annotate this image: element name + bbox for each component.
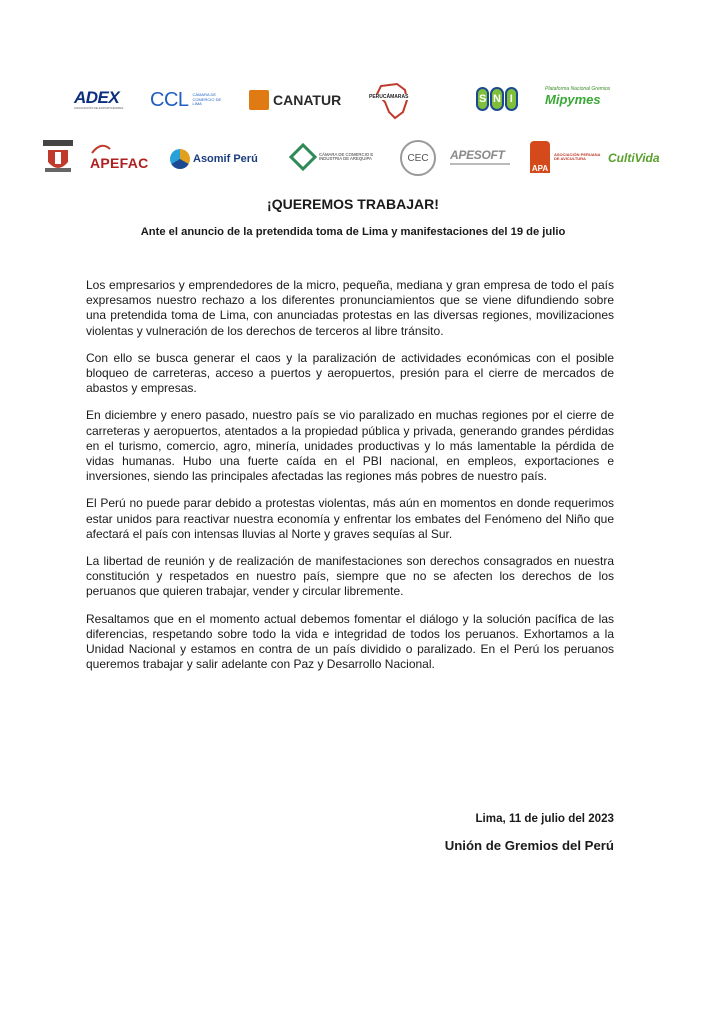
adex-logo-text: ADEX (74, 88, 120, 108)
asomif-logo (170, 146, 280, 172)
perucamaras-logo (367, 82, 419, 120)
apa-logo-text: ASOCIACIÓN PERUANA DE AVICULTURA (554, 151, 601, 161)
body-paragraph: Con ello se busca generar el caos y la paralización de actividades económicas con el posible bloqueo de carreteras, acceso a puertos y aeropuertos, presión para el cierre de mercados de abastos y empresas. (86, 350, 614, 396)
apa-mark: APA (530, 141, 550, 173)
ccl-logo-text: CCL (150, 88, 189, 111)
canatur-logo (249, 88, 345, 112)
sni-letter-n: N (490, 87, 503, 111)
body-paragraph: En diciembre y enero pasado, nuestro país se vio paralizado en muchas regiones por el cierre de carreteras y aeropuertos, atentados a la propiedad pública y privada, generando grandes pérdidas en el turismo, comercio, agro, minería, unidades productivas y lo más lamentable la pérdida de vidas humanas. Hubo una fuerte caída en el PBI nacional, en empleos, exportaciones e inversiones, siendo las principales afectadas las regiones más pobres de nuestro país. (86, 408, 614, 484)
cec-logo (398, 141, 438, 175)
adex-logo (74, 88, 132, 112)
canatur-logo-text: CANATUR (273, 92, 342, 108)
sni-letter-i: I (505, 87, 518, 111)
document-date: Lima, 11 de julio del 2023 (475, 812, 614, 825)
body-paragraph: El Perú no puede parar debido a protestas violentas, más aún en momentos en donde requerimos estar unidos para reactivar nuestra economía y enfrentar los embates del Fenómeno del Niño que afectará el país con intensas lluvias al Norte y graves sequías al Sur. (86, 496, 614, 541)
peru-map-icon (367, 82, 419, 120)
apesoft-underline-icon (450, 162, 510, 166)
apefac-swoosh-icon (90, 143, 112, 155)
camara-arequipa-logo (289, 142, 391, 172)
sni-letter-s: S (476, 87, 489, 111)
camara-arequipa-logo-text: CÁMARA DE COMERCIO E INDUSTRIA DE AREQUIPA (319, 151, 374, 161)
sni-logo (476, 88, 518, 110)
mipymes-logo-prefix: Plataforma Nacional Gremios (545, 86, 611, 92)
body-paragraph: Resaltamos que en el momento actual debemos fomentar el diálogo y la solución pacífica de las diferencias, respetando sobre todo la vida e integridad de todos los peruanos. Exhortamos a la Unidad Nacional y estamos en contra de un país dividido o paralizado. En el Perú los peruanos queremos trabajar y salir adelante con Paz y Desarrollo Nacional. (86, 611, 614, 672)
apesoft-logo-text: APESOFT (450, 148, 505, 162)
apefac-logo-text: APEFAC (90, 155, 149, 171)
asomif-emblem-icon (170, 149, 190, 169)
document-subtitle: Ante el anuncio de la pretendida toma de Lima y manifestaciones del 19 de julio (140, 226, 566, 238)
document-body (86, 278, 614, 684)
document-signature: Unión de Gremios del Perú (444, 838, 614, 853)
cec-logo-text: CEC (400, 140, 436, 176)
apesoft-logo (450, 144, 520, 170)
shield-emblem-icon (41, 138, 75, 176)
body-paragraph: Los empresarios y emprendedores de la micro, pequeña, mediana y gran empresa de todo el país expresamos nuestro rechazo a los diferentes pronunciamientos que se viene difundiendo sobre una pretendida toma de Lima, con anunciadas protestas en las diversas regiones, movilizaciones violentas y vulneración de los derechos de terceros al libre tránsito. (86, 278, 614, 338)
cultivida-logo (608, 146, 674, 170)
mipymes-logo-text: Mipymes (545, 92, 601, 107)
shield-emblem-logo (40, 137, 76, 177)
cultivida-logo-text: CultiVida (608, 151, 660, 165)
apa-logo (530, 138, 606, 176)
canatur-emblem-icon (249, 90, 269, 110)
perucamaras-logo-text: PERUCÁMARAS (369, 94, 409, 100)
body-paragraph: La libertad de reunión y de realización de manifestaciones son derechos consagrados en nuestra constitución y respetados en nuestro país, siempre que no se afecten los derechos de los peruanos que quieren trabajar, vender y circular libremente. (86, 554, 614, 599)
asomif-logo-text: Asomif Perú (193, 153, 258, 165)
camara-diamond-icon (289, 143, 317, 171)
ccl-logo (150, 88, 232, 112)
mipymes-logo (545, 86, 627, 114)
apefac-logo (90, 140, 154, 174)
document-title: ¡QUEREMOS TRABAJAR! (267, 196, 439, 212)
ccl-logo-tagline: CÁMARA DE COMERCIO DE LIMA (192, 92, 222, 107)
adex-logo-tagline: ASOCIACIÓN DE EXPORTADORES (74, 106, 124, 111)
